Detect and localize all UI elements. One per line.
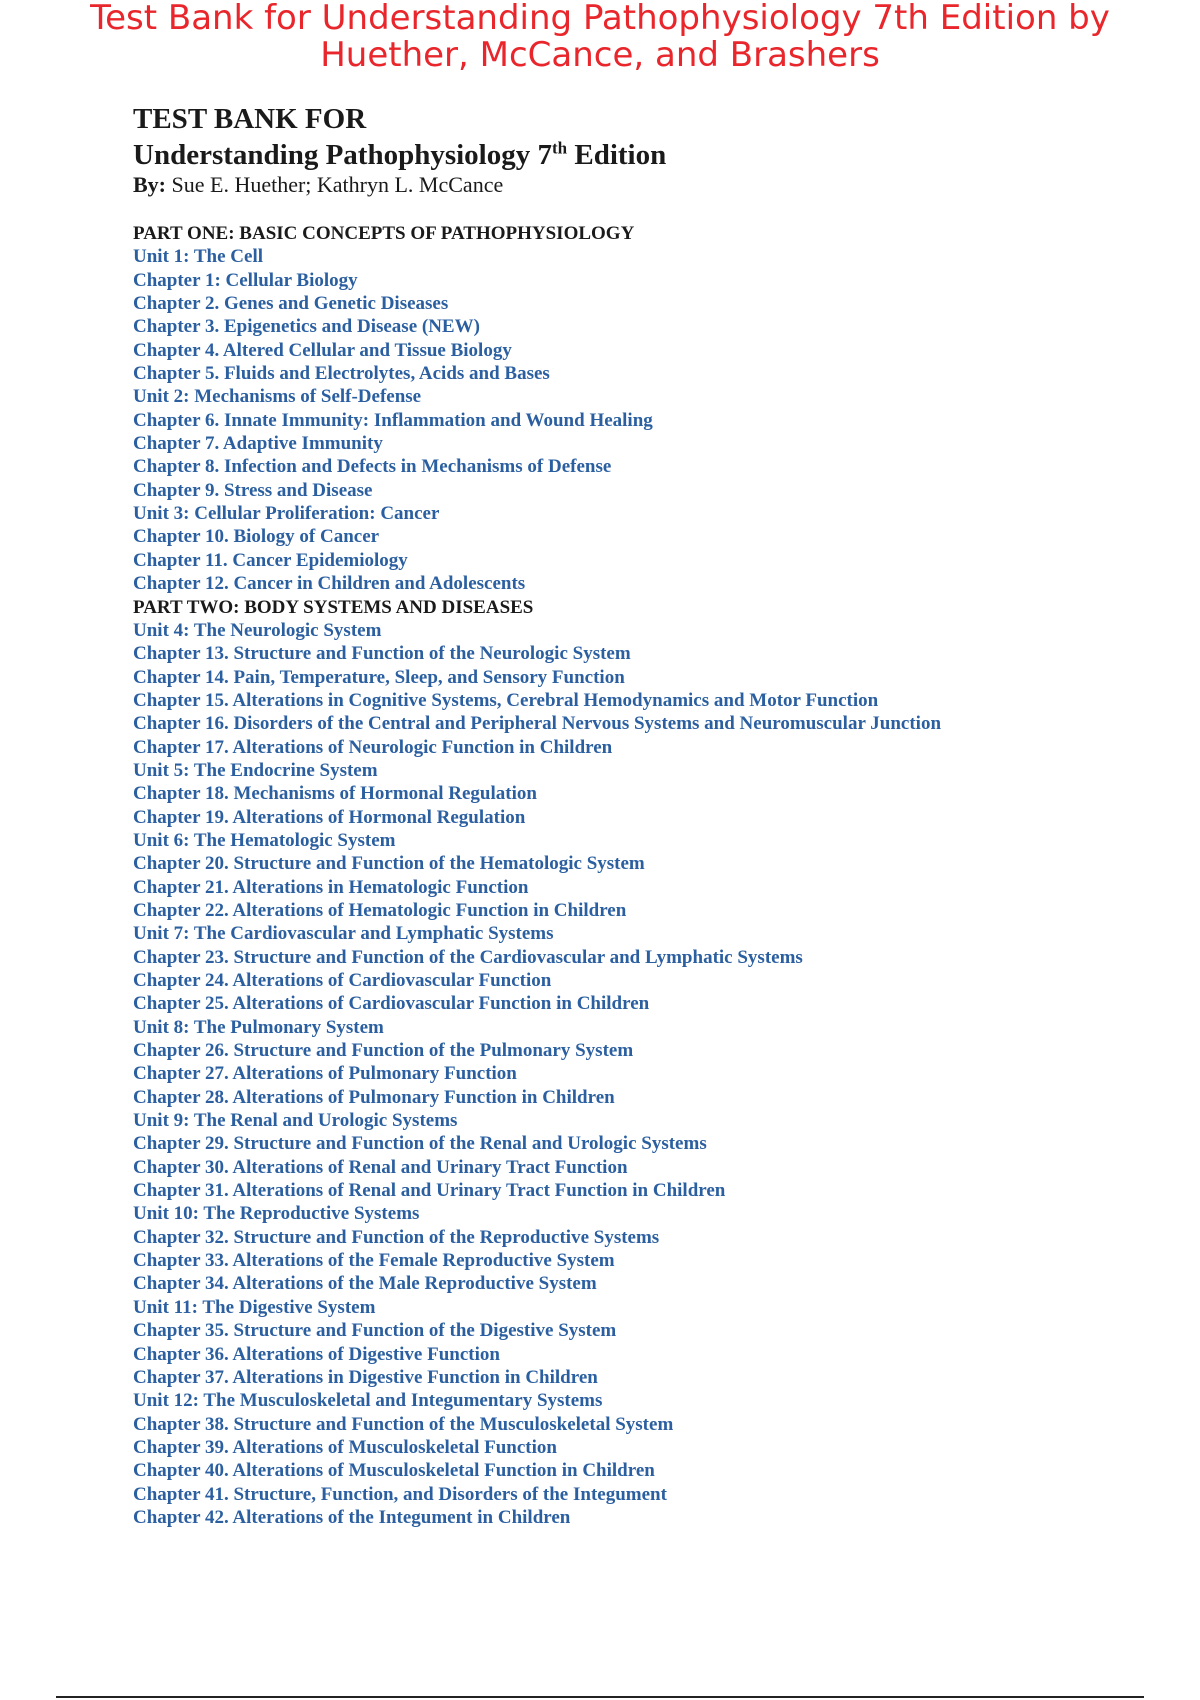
toc-chapter-link[interactable]: Chapter 21. Alterations in Hematologic Function <box>133 876 529 898</box>
toc-chapter-link[interactable]: Chapter 5. Fluids and Electrolytes, Acids and Bases <box>133 363 550 385</box>
toc-chapter-link[interactable]: Chapter 24. Alterations of Cardiovascular Function <box>133 970 552 991</box>
toc-unit-link[interactable]: Unit 6: The Hematologic System <box>133 829 396 851</box>
toc-unit-link[interactable]: Unit 11: The Digestive System <box>133 1296 376 1318</box>
toc-chapter-link[interactable]: Chapter 39. Alterations of Musculoskeletal Function <box>133 1436 557 1458</box>
toc-chapter-link[interactable]: Chapter 23. Structure and Function of the Cardiovascular and Lymphatic Systems <box>133 946 803 968</box>
page-banner <box>0 0 1200 74</box>
toc-chapter-link[interactable]: Chapter 14. Pain, Temperature, Sleep, and Sensory Function <box>133 666 625 688</box>
toc-unit-link[interactable]: Unit 5: The Endocrine System <box>133 759 378 781</box>
toc-unit-link[interactable]: Unit 8: The Pulmonary System <box>133 1016 384 1038</box>
toc-unit-link[interactable]: Unit 2: Mechanisms of Self-Defense <box>133 386 422 408</box>
toc-unit-link[interactable]: Unit 1: The Cell <box>133 246 264 268</box>
book-title <box>133 140 1173 170</box>
toc-unit-link[interactable]: Unit 10: The Reproductive Systems <box>133 1203 420 1225</box>
toc-unit-link[interactable]: Unit 9: The Renal and Urologic Systems <box>133 1110 458 1132</box>
toc-chapter-link[interactable]: Chapter 27. Alterations of Pulmonary Function <box>133 1063 517 1085</box>
toc-unit-link[interactable]: Unit 12: The Musculoskeletal and Integumentary Systems <box>133 1390 603 1412</box>
toc-unit-link[interactable]: Unit 3: Cellular Proliferation: Cancer <box>133 503 440 525</box>
toc-chapter-link[interactable]: Chapter 29. Structure and Function of the Renal and Urologic Systems <box>133 1133 707 1155</box>
toc-chapter-link[interactable]: Chapter 22. Alterations of Hematologic Function in Children <box>133 899 627 921</box>
toc-chapter-link[interactable]: Chapter 25. Alterations of Cardiovascular Function in Children <box>133 993 650 1015</box>
toc-chapter-link[interactable]: Chapter 41. Structure, Function, and Disorders of the Integument <box>133 1483 667 1505</box>
toc-chapter-link[interactable]: Chapter 7. Adaptive Immunity <box>133 433 383 455</box>
table-of-contents <box>133 222 1173 1529</box>
toc-chapter-link[interactable]: Chapter 16. Disorders of the Central and Peripheral Nervous Systems and Neuromuscular Junction <box>133 713 942 735</box>
toc-chapter-link[interactable]: Chapter 8. Infection and Defects in Mechanisms of Defense <box>133 456 612 478</box>
author-names: Sue E. Huether; Kathryn L. McCance <box>166 172 504 197</box>
toc-chapter-link[interactable]: Chapter 34. Alterations of the Male Reproductive System <box>133 1273 597 1295</box>
toc-chapter-link[interactable]: Chapter 20. Structure and Function of the Hematologic System <box>133 853 645 875</box>
toc-chapter-link[interactable]: Chapter 36. Alterations of Digestive Function <box>133 1343 500 1365</box>
toc-chapter-link[interactable]: Chapter 15. Alterations in Cognitive Systems, Cerebral Hemodynamics and Motor Function <box>133 689 879 711</box>
toc-chapter-link[interactable]: Chapter 4. Altered Cellular and Tissue Biology <box>133 339 512 361</box>
edition-superscript: th <box>552 138 568 158</box>
toc-chapter-link[interactable]: Chapter 11. Cancer Epidemiology <box>133 549 408 571</box>
toc-chapter-link[interactable]: Chapter 30. Alterations of Renal and Urinary Tract Function <box>133 1156 628 1178</box>
toc-chapter-link[interactable]: Chapter 13. Structure and Function of the Neurologic System <box>133 643 631 665</box>
toc-chapter-link[interactable]: Chapter 6. Innate Immunity: Inflammation and Wound Healing <box>133 409 653 431</box>
toc-chapter-link[interactable]: Chapter 38. Structure and Function of the Musculoskeletal System <box>133 1413 674 1435</box>
toc-chapter-link[interactable]: Chapter 2. Genes and Genetic Diseases <box>133 293 449 315</box>
book-title-text: Understanding Pathophysiology 7 <box>133 139 552 171</box>
toc-chapter-link[interactable]: Chapter 42. Alterations of the Integument in Children <box>133 1506 571 1528</box>
toc-chapter-link[interactable]: Chapter 17. Alterations of Neurologic Function in Children <box>133 736 613 758</box>
toc-chapter-link[interactable]: Chapter 40. Alterations of Musculoskeletal Function in Children <box>133 1460 655 1482</box>
toc-part-heading: PART TWO: BODY SYSTEMS AND DISEASES <box>133 596 534 618</box>
toc-chapter-link[interactable]: Chapter 28. Alterations of Pulmonary Function in Children <box>133 1086 615 1108</box>
author-byline <box>133 172 1173 198</box>
toc-unit-link[interactable]: Unit 7: The Cardiovascular and Lymphatic Systems <box>133 923 554 945</box>
document-body <box>133 104 1173 1548</box>
toc-chapter-link[interactable]: Chapter 26. Structure and Function of the Pulmonary System <box>133 1040 634 1062</box>
toc-unit-link[interactable]: Unit 4: The Neurologic System <box>133 619 382 641</box>
by-label: By: <box>133 172 166 197</box>
banner-title-line-1: Test Bank for Understanding Pathophysiology 7th Edition by <box>90 0 1110 38</box>
toc-chapter-link[interactable]: Chapter 33. Alterations of the Female Reproductive System <box>133 1250 615 1272</box>
toc-chapter-link[interactable]: Chapter 3. Epigenetics and Disease (NEW) <box>133 316 480 338</box>
toc-chapter-link[interactable]: Chapter 35. Structure and Function of the Digestive System <box>133 1320 617 1342</box>
toc-chapter-link[interactable]: Chapter 18. Mechanisms of Hormonal Regulation <box>133 783 537 805</box>
toc-chapter-link[interactable]: Chapter 9. Stress and Disease <box>133 479 373 501</box>
toc-chapter-link[interactable]: Chapter 1: Cellular Biology <box>133 269 358 291</box>
toc-chapter-link[interactable]: Chapter 19. Alterations of Hormonal Regulation <box>133 806 526 828</box>
banner-title-line-2: Huether, McCance, and Brashers <box>320 35 880 75</box>
toc-chapter-link[interactable]: Chapter 37. Alterations in Digestive Function in Children <box>133 1366 598 1388</box>
toc-chapter-link[interactable]: Chapter 31. Alterations of Renal and Urinary Tract Function in Children <box>133 1180 726 1202</box>
toc-chapter-link[interactable]: Chapter 32. Structure and Function of the Reproductive Systems <box>133 1226 660 1248</box>
test-bank-heading: TEST BANK FOR <box>133 103 367 135</box>
edition-word: Edition <box>567 139 667 171</box>
page-bottom-rule <box>56 1696 1144 1698</box>
toc-chapter-link[interactable]: Chapter 12. Cancer in Children and Adolescents <box>133 573 526 595</box>
toc-chapter-link[interactable]: Chapter 10. Biology of Cancer <box>133 526 380 548</box>
toc-part-heading: PART ONE: BASIC CONCEPTS OF PATHOPHYSIOLOGY <box>133 223 635 244</box>
